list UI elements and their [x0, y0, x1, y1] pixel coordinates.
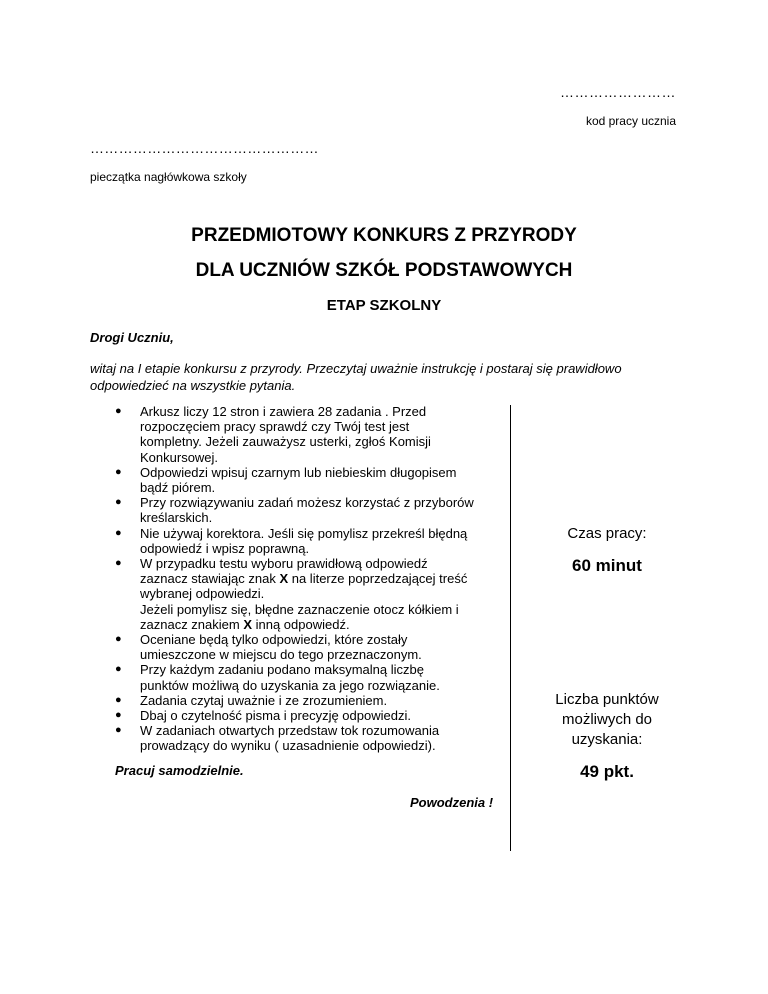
instruction-item	[115, 708, 510, 723]
bullet-icon: ●	[115, 405, 122, 417]
x-mark: X	[243, 616, 252, 632]
instructions-list	[115, 404, 510, 754]
instruction-text: zaznacz znakiem	[140, 616, 244, 632]
bullet-icon: ●	[115, 724, 122, 737]
instruction-line: rozpoczęciem pracy sprawdź czy Twój test jest	[140, 419, 410, 435]
instruction-line	[140, 571, 510, 586]
instruction-line: Odpowiedzi wpisuj czarnym lub niebieskim długopisem	[140, 464, 457, 480]
instruction-line: Dbaj o czytelność pisma i precyzję odpowiedzi.	[140, 708, 411, 724]
instruction-text: zaznacz stawiając znak	[140, 571, 280, 587]
instruction-line: W zadaniach otwartych przedstaw tok rozumowania	[140, 723, 440, 739]
instruction-item	[115, 556, 510, 632]
bullet-icon: ●	[115, 557, 122, 570]
instruction-line: Arkusz liczy 12 stron i zawiera 28 zadania . Przed	[140, 404, 427, 419]
bullet-icon: ●	[115, 633, 122, 646]
school-stamp-field-dots: …………………………………………	[90, 140, 319, 156]
points-label-line: możliwych do	[561, 711, 653, 728]
contest-subtitle: DLA UCZNIÓW SZKÓŁ PODSTAWOWYCH	[195, 260, 573, 281]
instruction-line: Oceniane będą tylko odpowiedzi, które zostały	[140, 632, 408, 648]
contest-stage: ETAP SZKOLNY	[326, 297, 442, 314]
instruction-line: punktów możliwą do uzyskania za jego rozwiązanie.	[140, 677, 440, 693]
school-stamp-label: pieczątka nagłówkowa szkoły	[90, 170, 247, 184]
student-code-field-dots: ……………………	[560, 84, 676, 100]
instruction-line: odpowiedź i wpisz poprawną.	[140, 540, 310, 556]
instruction-line: umieszczone w miejscu do tego przeznaczonym.	[140, 647, 422, 663]
instruction-item	[115, 723, 510, 753]
instruction-line: wybranej odpowiedzi.	[140, 586, 265, 602]
instruction-line: prowadzący do wyniku ( uzasadnienie odpowiedzi).	[140, 738, 436, 754]
contest-title: PRZEDMIOTOWY KONKURS Z PRZYRODY	[191, 225, 577, 246]
points-label-line: Liczba punktów	[555, 691, 659, 708]
instruction-item	[115, 465, 510, 495]
instruction-line: Zadania czytaj uważnie i ze zrozumieniem.	[140, 692, 388, 708]
vertical-divider	[510, 405, 511, 851]
instruction-line: Jeżeli pomylisz się, błędne zaznaczenie otocz kółkiem i	[140, 601, 459, 617]
instruction-text: inną odpowiedź.	[252, 616, 350, 632]
instruction-item	[115, 662, 510, 692]
bullet-icon: ●	[115, 465, 122, 478]
instruction-item	[115, 404, 510, 465]
greeting: Drogi Uczniu,	[90, 330, 174, 345]
instruction-line: Przy rozwiązywaniu zadań możesz korzystać z przyborów	[140, 495, 474, 511]
instruction-line: Przy każdym zadaniu podano maksymalną liczbę	[140, 662, 424, 678]
instruction-line: Konkursowej.	[140, 449, 219, 465]
time-value: 60 minut	[572, 556, 642, 575]
instruction-text: na literze poprzedzającej treść	[288, 571, 468, 587]
instruction-line: kompletny. Jeżeli zauważysz usterki, zgłoś Komisji	[140, 434, 431, 450]
intro-line: odpowiedzieć na wszystkie pytania.	[90, 378, 296, 393]
points-label-line: uzyskania:	[571, 731, 643, 748]
instruction-line: bądź piórem.	[140, 480, 216, 496]
instruction-item	[115, 632, 510, 662]
instruction-item	[115, 495, 510, 525]
points-label	[512, 690, 702, 750]
bullet-icon: ●	[115, 526, 122, 539]
x-mark: X	[279, 571, 289, 587]
work-independently-note: Pracuj samodzielnie.	[115, 763, 244, 778]
good-luck-note: Powodzenia !	[410, 795, 494, 810]
student-code-label: kod pracy ucznia	[585, 114, 676, 128]
instruction-line: Nie używaj korektora. Jeśli się pomylisz przekreśl błędną	[140, 525, 468, 541]
instruction-line: kreślarskich.	[140, 510, 213, 526]
instruction-line: W przypadku testu wyboru prawidłową odpowiedź	[140, 556, 428, 572]
instruction-item	[115, 526, 510, 556]
instruction-item	[115, 693, 510, 708]
instruction-line	[140, 617, 510, 632]
bullet-icon: ●	[115, 496, 122, 509]
bullet-icon: ●	[115, 693, 122, 706]
time-label: Czas pracy:	[567, 525, 647, 542]
points-value: 49 pkt.	[580, 762, 634, 781]
bullet-icon: ●	[115, 663, 122, 676]
bullet-icon: ●	[115, 709, 122, 722]
intro-line: witaj na I etapie konkursu z przyrody. Przeczytaj uważnie instrukcję i postaraj się prawidłowo	[90, 361, 622, 376]
intro-paragraph	[90, 360, 700, 394]
